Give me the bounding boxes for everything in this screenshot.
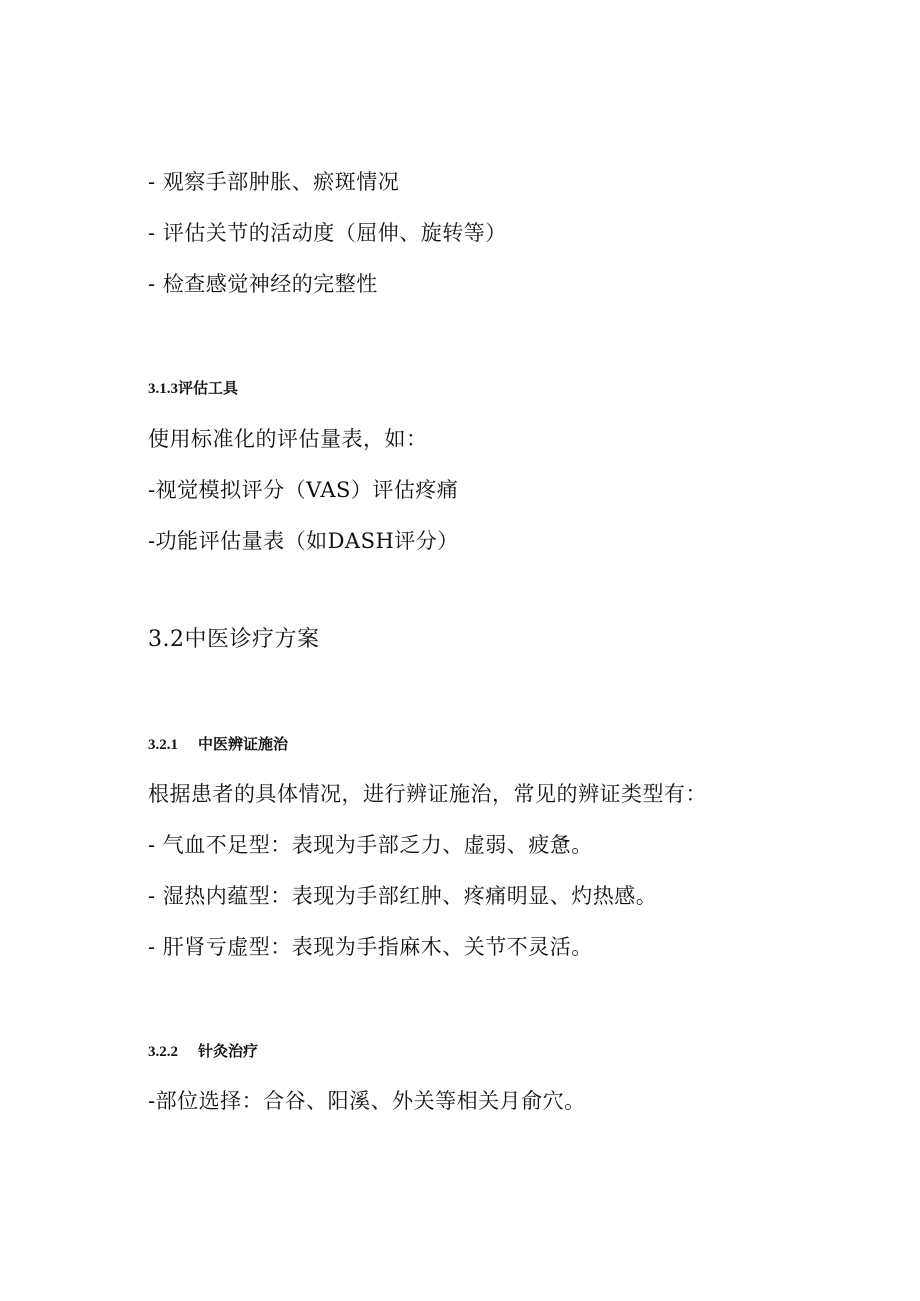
heading-title: 针灸治疗 xyxy=(198,1042,259,1060)
list-item-liver-kidney-deficiency: - 肝肾亏虚型：表现为手指麻木、关节不灵活。 xyxy=(148,935,593,959)
list-item-joint-mobility: - 评估关节的活动度（屈伸、旋转等） xyxy=(148,221,507,245)
heading-3-2: 3.2中医诊疗方案 xyxy=(148,627,320,652)
list-item-swelling: - 观察手部肿胀、瘀斑情况 xyxy=(148,170,400,194)
list-item-dash: -功能评估量表（如DASH评分） xyxy=(148,529,459,553)
heading-3-1-3 xyxy=(148,378,238,399)
heading-3-2-1 xyxy=(148,734,288,755)
list-item-acupoint-selection: -部位选择：合谷、阳溪、外关等相关月俞穴。 xyxy=(148,1089,586,1113)
paragraph-assessment-intro: 使用标准化的评估量表，如： xyxy=(148,427,428,451)
heading-number: 3.2.1 xyxy=(148,737,178,753)
heading-title: 中医辨证施治 xyxy=(198,735,289,753)
heading-title: 评估工具 xyxy=(178,379,239,397)
paragraph-syndrome-intro: 根据患者的具体情况，进行辨证施治，常见的辨证类型有： xyxy=(148,782,707,806)
heading-number: 3.1.3 xyxy=(148,381,178,397)
list-item-qi-blood-deficiency: - 气血不足型：表现为手部乏力、虚弱、疲惫。 xyxy=(148,833,593,857)
list-item-damp-heat: - 湿热内蕴型：表现为手部红肿、疼痛明显、灼热感。 xyxy=(148,884,658,908)
list-item-sensory-nerve: - 检查感觉神经的完整性 xyxy=(148,272,378,296)
heading-number: 3.2.2 xyxy=(148,1044,178,1060)
heading-3-2-2 xyxy=(148,1041,258,1062)
list-item-vas: -视觉模拟评分（VAS）评估疼痛 xyxy=(148,478,459,502)
